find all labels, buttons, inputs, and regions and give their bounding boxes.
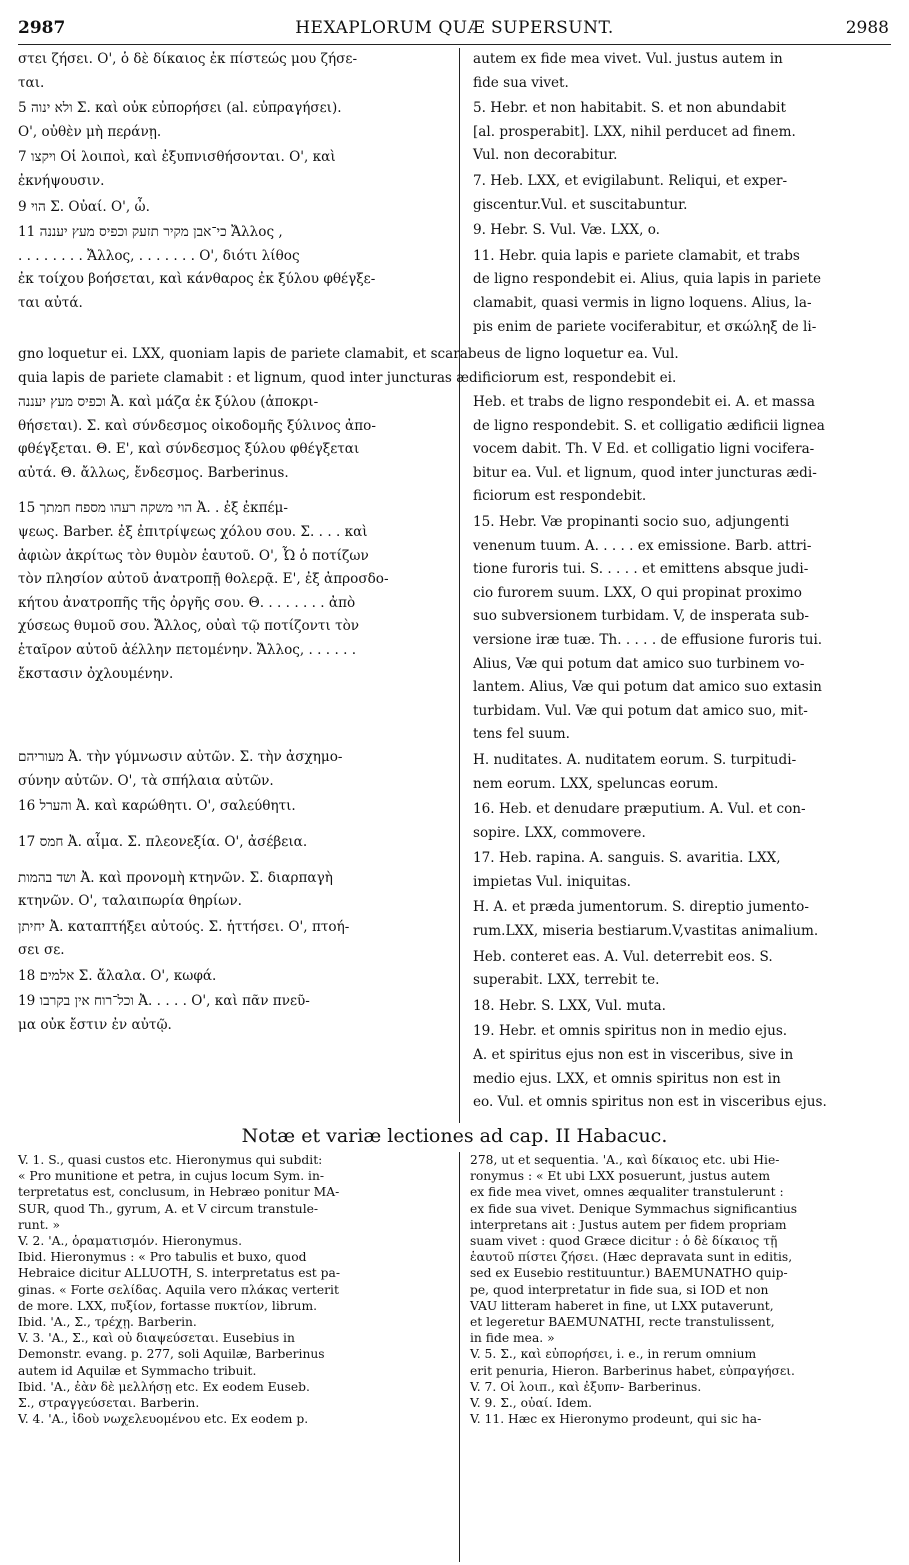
entry-left-3: הוי 9 Σ. Οὐαί. Ο', ὦ.	[18, 198, 150, 215]
note-left-4: V. 3. 'Α., Σ., καὶ οὐ διαψεύσεται. Eusebius in Demonstr. evang. p. 277, soli Aquilæ, Barberinus autem id Aquilæ et Symmacho tribuit.	[18, 1331, 325, 1378]
entry-left-8: מעוריהם Ἀ. τὴν γύμνωσιν αὐτῶν. Σ. τὴν ἀσχημο- σύνην αὐτῶν. Ο', τὰ σπήλαια αὐτῶν.	[18, 749, 343, 789]
entry-right-1: 5. Hebr. et non habitabit. S. et non abundabit [al. prosperabit]. LXX, nihil perducet ad finem. Vul. non decorabitur.	[473, 100, 796, 164]
note-left-6: V. 4. 'Α., ἰδοὺ νωχελευομένου etc. Ex eodem p.	[18, 1412, 309, 1427]
entry-left-9: והערל 16 Ἀ. καὶ καρώθητι. Ο', σαλεύθητι.	[18, 798, 296, 815]
note-right-3: V. 9. Σ., οὐαί. Idem.	[470, 1396, 593, 1411]
entry-right-6: 15. Hebr. Væ propinanti socio suo, adjungenti venenum tuum. A. . . . . ex emissione. Barb. attri- tione furoris tui. S. . . . . et emittens absque judi- cio furorem suum. LXX, O qui propinat proximo suo subversionem turbidam. V, de insperata sub- versione iræ tuæ. Th. . . . . de effusione furoris tui. Alius, Væ qui potum dat amico suo turbinem vo- lantem. Alius, Væ qui potum dat amico suo extasin turbidam. Vul. Væ qui potum dat amico suo, mit- tens fel suum.	[473, 513, 823, 743]
header-rule	[18, 44, 891, 45]
entry-left-2: ויקצו 7 Οἱ λοιποὶ, καὶ ἐξυπνισθήσονται. Ο', καὶ ἐκνήψουσιν.	[18, 149, 336, 189]
entry-left-14: וכל־רוח אין בקרבו 19 Ἀ. . . . . Ο', καὶ πᾶν πνεῦ- μα οὐκ ἔστιν ἐν αὐτῷ.	[18, 993, 310, 1034]
page-number-right: 2988	[845, 18, 889, 38]
running-title: HEXAPLORUM QUÆ SUPERSUNT.	[295, 18, 614, 38]
note-left-3: Ibid. 'Α., Σ., τρέχῃ. Barberin.	[18, 1315, 197, 1330]
entry-left-7: הוי משקה רעהו מספח חמתך 15 Ἀ. . ἐξ ἐκπέμ- ψεως. Barber. ἐξ ἐπιτρίψεως χόλου σου. Σ. . . . καὶ ἀφιὼν ἀκρίτως τὸν θυμὸν ἑαυτοῦ. Ο', Ὦ ὁ ποτίζων τὸν πλησίον αὐτοῦ ἀνατροπῇ θολερᾷ. Ε', ἐξ ἀπροσδο- κήτου ἀνατροπῆς τῆς ὀργῆς σου. Θ. . . . . . . . ἀπὸ χύσεως θυμοῦ σου. Ἄλλος, οὐαὶ τῷ ποτίζοντι τὸν ἑταῖρον αὐτοῦ ἀέλλην πετομένην. Ἄλλος, . . . . . . ἔκστασιν ὀχλουμένην.	[18, 500, 389, 682]
note-left-2: Ibid. Hieronymus : « Pro tabulis et buxo, quod Hebraice dicitur ALLUOTH, S. interpretatus est pa- ginas. « Forte σελίδας. Aquila vero πλάκας verterit de more. LXX, πυξίον, fortasse πυκτίον, librum.	[18, 1250, 341, 1313]
greek-hebrew-column	[18, 48, 449, 318]
entry-right-4: 11. Hebr. quia lapis e pariete clamabit, et trabs de ligno respondebit ei. Alius, quia lapis in pariete clamabit, quasi vermis in ligno loquens. Alius, la- pis enim de pariete vociferabitur, et σκώληξ de li-	[473, 247, 822, 335]
entry-left-11: ושד בהמות Ἀ. καὶ προνομὴ κτηνῶν. Σ. διαρπαγὴ κτηνῶν. Ο', ταλαιπωρία θηρίων.	[18, 869, 333, 910]
latin-column-lower	[473, 391, 893, 1117]
note-right-4: V. 11. Hæc ex Hieronymo prodeunt, qui sic ha-	[470, 1412, 762, 1427]
full-width-line	[18, 343, 893, 392]
entry-right-13: 19. Hebr. et omnis spiritus non in medio ejus. A. et spiritus ejus non est in visceribus, sive in medio ejus. LXX, et omnis spiritus non est in eo. Vul. et omnis spiritus non est in visceribus ejus.	[473, 1023, 827, 1111]
page-header	[0, 0, 909, 44]
latin-column	[473, 48, 893, 341]
entry-right-7: H. nuditates. A. nuditatem eorum. S. turpitudi- nem eorum. LXX, speluncas eorum.	[473, 751, 797, 792]
note-left-5: Ibid. 'Α., ἐὰν δὲ μελλήσῃ etc. Ex eodem Euseb. Σ., στραγγεύσεται. Barberin.	[18, 1379, 310, 1411]
entry-left-12: יחיתן Ἀ. καταπτήξει αὐτούς. Σ. ἡττήσει. Ο', πτοή- σει σε.	[18, 918, 350, 959]
column-divider	[459, 48, 460, 1123]
entry-left-4: כי־אבן מקיר תזעק וכפיס מעץ יעננה 11 Ἄλλος , . . . . . . . . Ἄλλος, . . . . . . . Ο', διότι λίθος ἐκ τοίχου βοήσεται, καὶ κάνθαρος ἐκ ξύλου φθέγξε- ται αὐτά.	[18, 224, 376, 311]
entry-right-8: 16. Heb. et denudare præputium. A. Vul. et con- sopire. LXX, commovere.	[473, 801, 806, 841]
entry-left-0: στει ζήσει. Ο', ὁ δὲ δίκαιος ἐκ πίστεώς μου ζήσε- ται.	[18, 51, 358, 91]
entry-right-12: 18. Hebr. S. LXX, Vul. muta.	[473, 997, 666, 1014]
entry-right-5: Heb. et trabs de ligno respondebit ei. A. et massa de ligno respondebit. S. et colligatio ædificii lignea vocem dabit. Th. V Ed. et colligatio ligni vocifera- bitur ea. Vul. et lignum, quod inter juncturas ædi- ficiorum est respondebit.	[473, 394, 825, 505]
entry-left-6: וכפיס מעץ יעננה Ἀ. καὶ μάζα ἐκ ξύλου (ἀποκρι- θήσεται). Σ. καὶ σύνδεσμος οἰκοδομῆς ξύλινος ἀπο- φθέγξεται. Θ. Ε', καὶ σύνδεσμος ξύλου φθέγξεται αὐτά. Θ. ἄλλως, ἔνδεσμος. Barberinus.	[18, 394, 376, 481]
note-right-1: V. 5. Σ., καὶ εὐπορήσει, i. e., in rerum omnium erit penuria, Hieron. Barberinus habet, εὐπραγήσει.	[470, 1347, 795, 1378]
entry-right-11: Heb. conteret eas. A. Vul. deterrebit eos. S. superabit. LXX, terrebit te.	[473, 948, 773, 989]
entry-left-13: אלמים 18 Σ. ἄλαλα. Ο', κωφά.	[18, 967, 217, 984]
notes-column-divider	[459, 1152, 460, 1562]
note-left-0: V. 1. S., quasi custos etc. Hieronymus qui subdit: « Pro munitione et petra, in cujus locum Sym. in- terpretatus est, conclusum, in Hebræo ponitur MA- SUR, quod Th., gyrum, A. et V circum transtule- runt. »	[18, 1153, 340, 1232]
notes-heading: Notæ et variæ lectiones ad cap. II Habacuc.	[241, 1125, 668, 1147]
greek-hebrew-column-lower	[18, 391, 449, 1040]
note-right-2: V. 7. Οἱ λοιπ., καὶ ἐξυπν- Barberinus.	[470, 1379, 702, 1394]
entry-right-0: autem ex fide mea vivet. Vul. justus autem in fide sua vivet.	[473, 51, 783, 91]
entry-right-3: 9. Hebr. S. Vul. Væ. LXX, o.	[473, 222, 660, 239]
spanning-text: gno loquetur ei. LXX, quoniam lapis de pariete clamabit, et scarabeus de ligno loquetur ea. Vul. quia lapis de pariete clamabit : et lignum, quod inter juncturas ædificiorum est, respondebit ei.	[18, 346, 679, 386]
entry-right-2: 7. Heb. LXX, et evigilabunt. Reliqui, et exper- giscentur.Vul. et suscitabuntur.	[473, 172, 788, 213]
notes-left-column	[18, 1152, 449, 1427]
entry-right-9: 17. Heb. rapina. A. sanguis. S. avaritia. LXX, impietas Vul. iniquitas.	[473, 850, 781, 890]
entry-left-1: ולא ינוה 5 Σ. καὶ οὐκ εὐπορήσει (al. εὐπραγήσει). Ο', οὐθὲν μὴ περάνῃ.	[18, 100, 342, 140]
notes-right-column	[470, 1152, 893, 1427]
note-right-0: 278, ut et sequentia. 'Α., καὶ δίκαιος etc. ubi Hie- ronymus : « Et ubi LXX posuerunt, justus autem ex fide mea vivet, omnes æqualiter transtulerunt : ex fide sua vivet. Denique Symmachus significantius interpretans ait : Justus autem per fidem propriam suam vivet : quod Græce dicitur : ὁ δὲ δίκαιος τῇ ἑαυτοῦ πίστει ζήσει. (Hæc depravata sunt in editis, sed ex Eusebio restituuntur.) BAEMUNATHO quip- pe, quod interpretatur in fide sua, si IOD et non VAU litteram haberet in fine, ut LXX putaverunt, et legeretur BAEMUNATHI, recte transtulissent, in fide mea. »	[470, 1153, 798, 1346]
entry-left-10: חמס 17 Ἀ. αἷμα. Σ. πλεονεξία. Ο', ἀσέβεια.	[18, 833, 308, 850]
page-number-left: 2987	[18, 18, 66, 38]
note-left-1: V. 2. 'Α., ὁραματισμόν. Hieronymus.	[18, 1234, 242, 1249]
entry-right-10: H. A. et præda jumentorum. S. direptio jumento- rum.LXX, miseria bestiarum.V,vastitas animalium.	[473, 899, 819, 940]
